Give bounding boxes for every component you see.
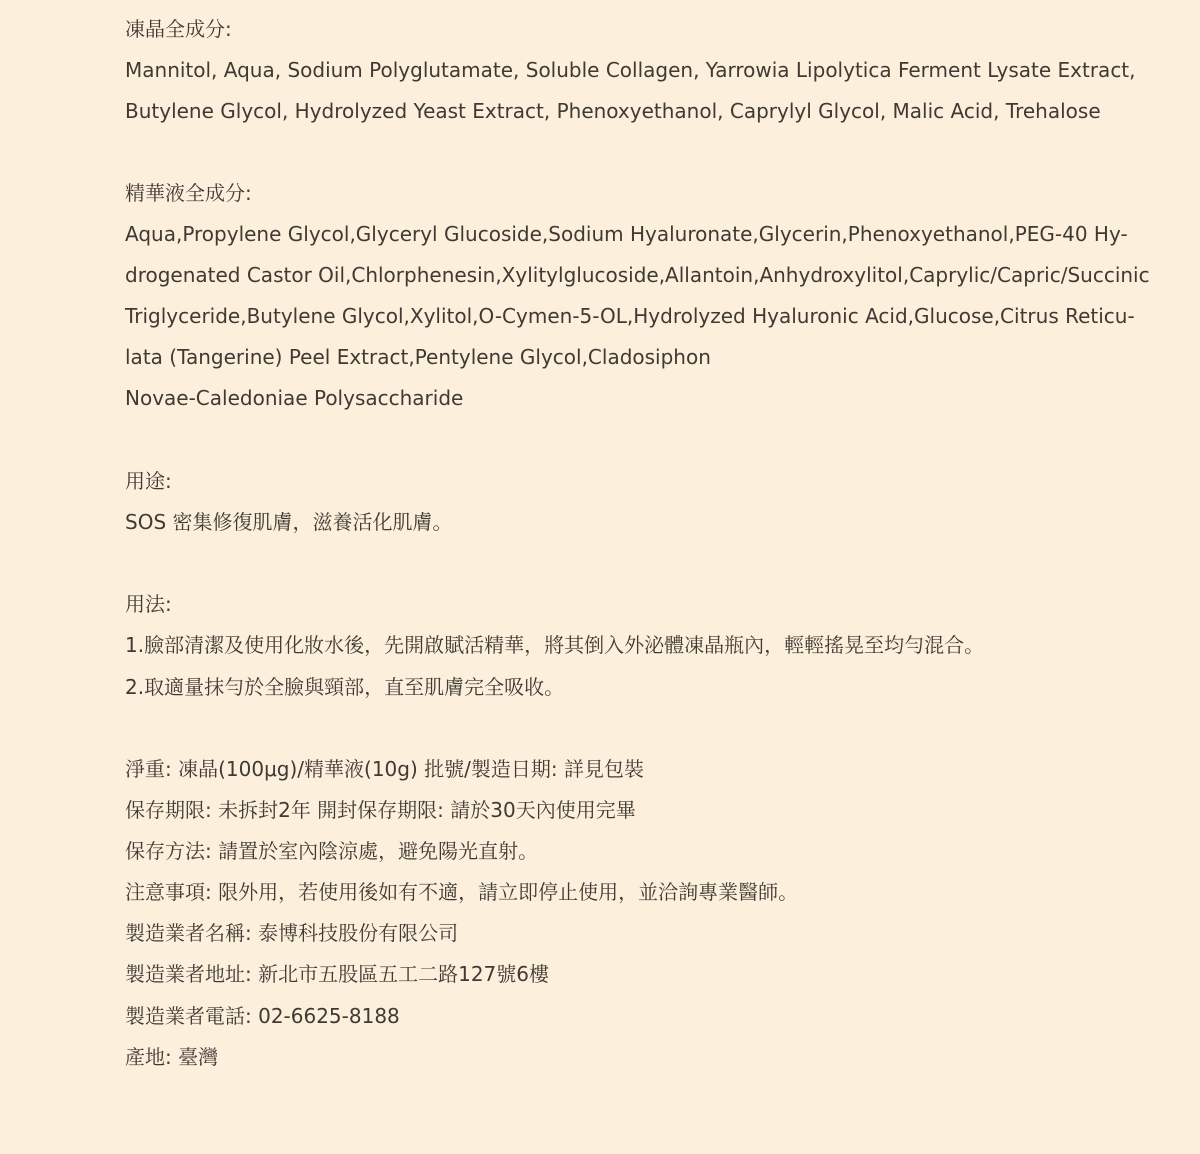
net-weight-line: 淨重: 凍晶(100μg)/精華液(10g) 批號/製造日期: 詳見包裝 xyxy=(125,757,644,781)
shelf-life-line: 保存期限: 未拆封2年 開封保存期限: 請於30天內使用完畢 xyxy=(125,798,636,822)
gel-ingredients-line: Mannitol, Aqua, Sodium Polyglutamate, Soluble Collagen, Yarrowia Lipolytica Ferment Lysate Extract, xyxy=(125,58,1136,82)
manufacturer-address-line: 製造業者地址: 新北市五股區五工二路127號6樓 xyxy=(125,962,549,986)
storage-line: 保存方法: 請置於室內陰涼處，避免陽光直射。 xyxy=(125,839,539,863)
essence-ingredients-line: Novae-Caledoniae Polysaccharide xyxy=(125,386,464,410)
purpose-text: SOS 密集修復肌膚，滋養活化肌膚。 xyxy=(125,510,453,534)
usage-step: 1.臉部清潔及使用化妝水後，先開啟賦活精華，將其倒入外泌體凍晶瓶內，輕輕搖晃至均勻混合。 xyxy=(125,633,985,657)
essence-ingredients-line: drogenated Castor Oil,Chlorphenesin,Xylitylglucoside,Allantoin,Anhydroxylitol,Caprylic/Capric/Succinic xyxy=(125,263,1150,287)
usage-step: 2.取適量抹勻於全臉與頸部，直至肌膚完全吸收。 xyxy=(125,675,565,699)
usage-heading: 用法: xyxy=(125,592,172,616)
gel-ingredients-heading: 凍晶全成分: xyxy=(125,17,232,41)
caution-line: 注意事項: 限外用，若使用後如有不適，請立即停止使用，並洽詢專業醫師。 xyxy=(125,880,799,904)
manufacturer-name-line: 製造業者名稱: 泰博科技股份有限公司 xyxy=(125,921,459,945)
essence-ingredients-heading: 精華液全成分: xyxy=(125,181,252,205)
essence-ingredients-line: Triglyceride,Butylene Glycol,Xylitol,O-Cymen-5-OL,Hydrolyzed Hyaluronic Acid,Glucose,Citrus Reticu- xyxy=(125,304,1135,328)
purpose-heading: 用途: xyxy=(125,469,172,493)
manufacturer-phone-line: 製造業者電話: 02-6625-8188 xyxy=(125,1004,400,1028)
gel-ingredients-line: Butylene Glycol, Hydrolyzed Yeast Extract, Phenoxyethanol, Caprylyl Glycol, Malic Acid, Trehalose xyxy=(125,99,1101,123)
essence-ingredients-line: lata (Tangerine) Peel Extract,Pentylene Glycol,Cladosiphon xyxy=(125,345,711,369)
origin-line: 產地: 臺灣 xyxy=(125,1045,219,1069)
essence-ingredients-line: Aqua,Propylene Glycol,Glyceryl Glucoside,Sodium Hyaluronate,Glycerin,Phenoxyethanol,PEG-40 Hy- xyxy=(125,222,1128,246)
